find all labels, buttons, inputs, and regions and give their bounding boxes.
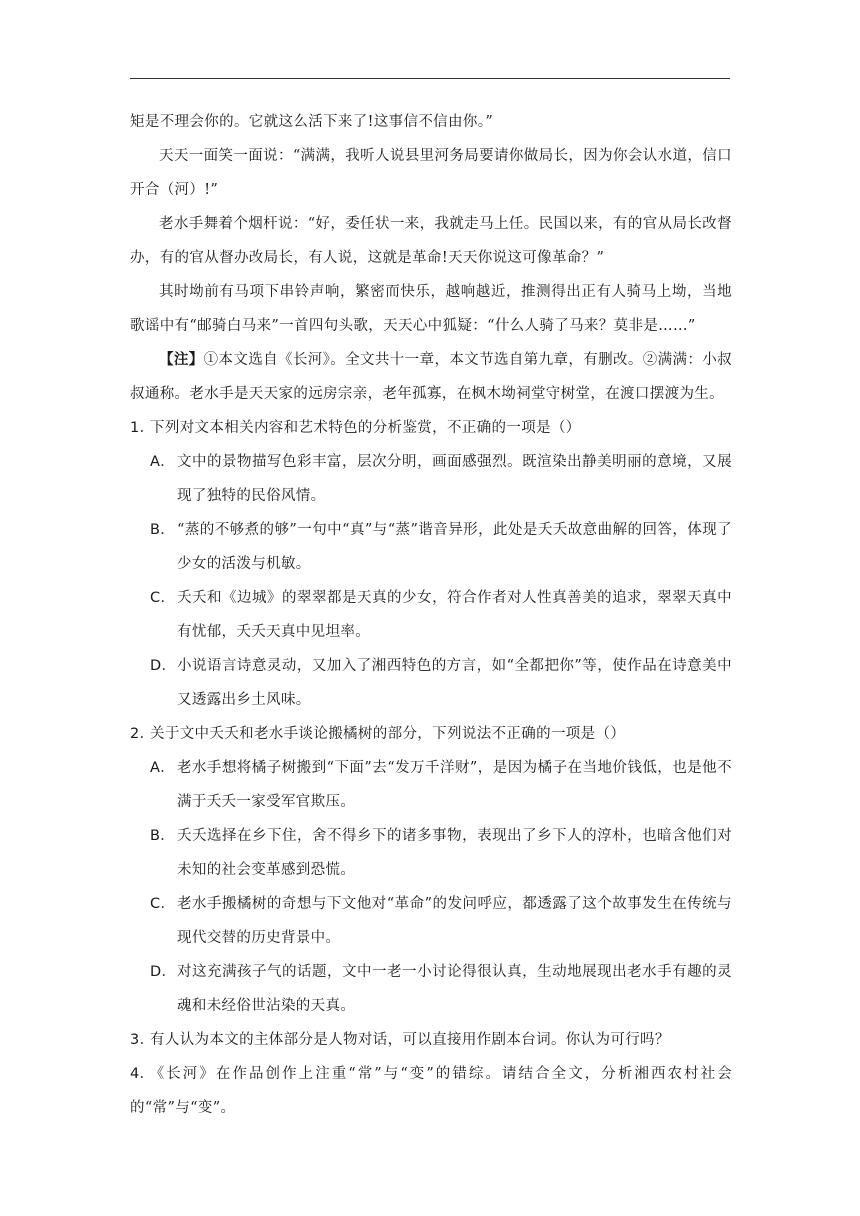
option-label: C． — [150, 590, 176, 606]
passage-paragraph: 矩是不理会你的。它就这么活下来了!这事信不信由你。” — [130, 114, 494, 130]
option-a — [150, 445, 732, 513]
question-stem: 下列对文本相关内容和艺术特色的分析鉴赏，不正确的一项是（） — [150, 420, 581, 436]
question-1 — [130, 411, 732, 717]
note-label: 【注】 — [159, 351, 204, 368]
question-3 — [130, 1023, 732, 1057]
option-text: 老水手搬橘树的奇想与下文他对“革命”的发问呼应，都透露了这个故事发生在传统与现代交替的历史背景中。 — [177, 896, 732, 946]
option-text: 文中的景物描写色彩丰富，层次分明，画面感强烈。既渲染出静美明丽的意境，又展现了独特的民俗风情。 — [177, 454, 732, 504]
question-number: 4． — [130, 1066, 155, 1082]
option-d — [150, 649, 732, 717]
option-c — [150, 581, 732, 649]
option-text: “蒸的不够煮的够”一句中“真”与“蒸”谐音异形，此处是夭夭故意曲解的回答，体现了少女的活泼与机敏。 — [177, 522, 732, 572]
option-label: A． — [150, 454, 176, 470]
question-stem: 关于文中夭夭和老水手谈论搬橘树的部分，下列说法不正确的一项是（） — [150, 726, 626, 742]
passage-paragraph: 其时坳前有马项下串铃声响，繁密而快乐，越响越近，推测得出正有人骑马上坳，当地歌谣中有“邮骑白马来”一首四句头歌，天天心中狐疑：“什么人骑了马来？莫非是……” — [130, 284, 732, 334]
option-text: 老水手想将橘子树搬到“下面”去“发万千洋财”，是因为橘子在当地价钱低，也是他不满于夭夭一家受军官欺压。 — [177, 760, 732, 810]
option-b — [150, 513, 732, 581]
option-text: 对这充满孩子气的话题，文中一老一小讨论得很认真，生动地展现出老水手有趣的灵魂和未经俗世沾染的天真。 — [177, 964, 732, 1014]
option-label: D． — [150, 964, 177, 980]
option-label: C． — [150, 896, 176, 912]
option-a — [150, 751, 732, 819]
option-label: A． — [150, 760, 176, 776]
passage-paragraph: 天天一面笑一面说：“满满，我听人说县里河务局要请你做局长，因为你会认水道，信口开合（河）!” — [130, 148, 732, 198]
passage-note — [130, 343, 732, 411]
option-b — [150, 819, 732, 887]
option-c — [150, 887, 732, 955]
passage-paragraph: 老水手舞着个烟杆说：“好，委任状一来，我就走马上任。民国以来，有的官从局长改督办，有的官从督办改局长，有人说，这就是革命!天天你说这可像革命？” — [130, 216, 732, 266]
question-number: 2． — [130, 726, 155, 742]
option-text: 小说语言诗意灵动，又加入了湘西特色的方言，如“全都把你”等，使作品在诗意美中又透露出乡土风味。 — [177, 658, 732, 708]
question-4 — [130, 1057, 732, 1125]
option-label: D． — [150, 658, 177, 674]
option-label: B． — [150, 828, 176, 844]
option-text: 夭夭和《边城》的翠翠都是天真的少女，符合作者对人性真善美的追求，翠翠天真中有忧郁，夭夭天真中见坦率。 — [177, 590, 732, 640]
question-stem: 有人认为本文的主体部分是人物对话，可以直接用作剧本台词。你认为可行吗？ — [150, 1032, 670, 1048]
note-text: ①本文选自《长河》。全文共十一章，本文节选自第九章，有删改。②满满：小叔叔通称。老水手是天天家的远房宗亲，老年孤寡，在枫木坳祠堂守树堂，在渡口摆渡为生。 — [130, 352, 732, 402]
document-body — [130, 105, 732, 1125]
option-text: 夭夭选择在乡下住，舍不得乡下的诸多事物，表现出了乡下人的淳朴，也暗含他们对未知的社会变革感到恐慌。 — [177, 828, 732, 878]
option-d — [150, 955, 732, 1023]
question-number: 1． — [130, 420, 155, 436]
question-number: 3． — [130, 1032, 155, 1048]
header-rule — [130, 78, 730, 79]
option-label: B． — [150, 522, 176, 538]
question-2 — [130, 717, 732, 1023]
question-stem: 《长河》在作品创作上注重“常”与“变”的错综。请结合全文，分析湘西农村社会的“常”与“变”。 — [130, 1066, 732, 1116]
